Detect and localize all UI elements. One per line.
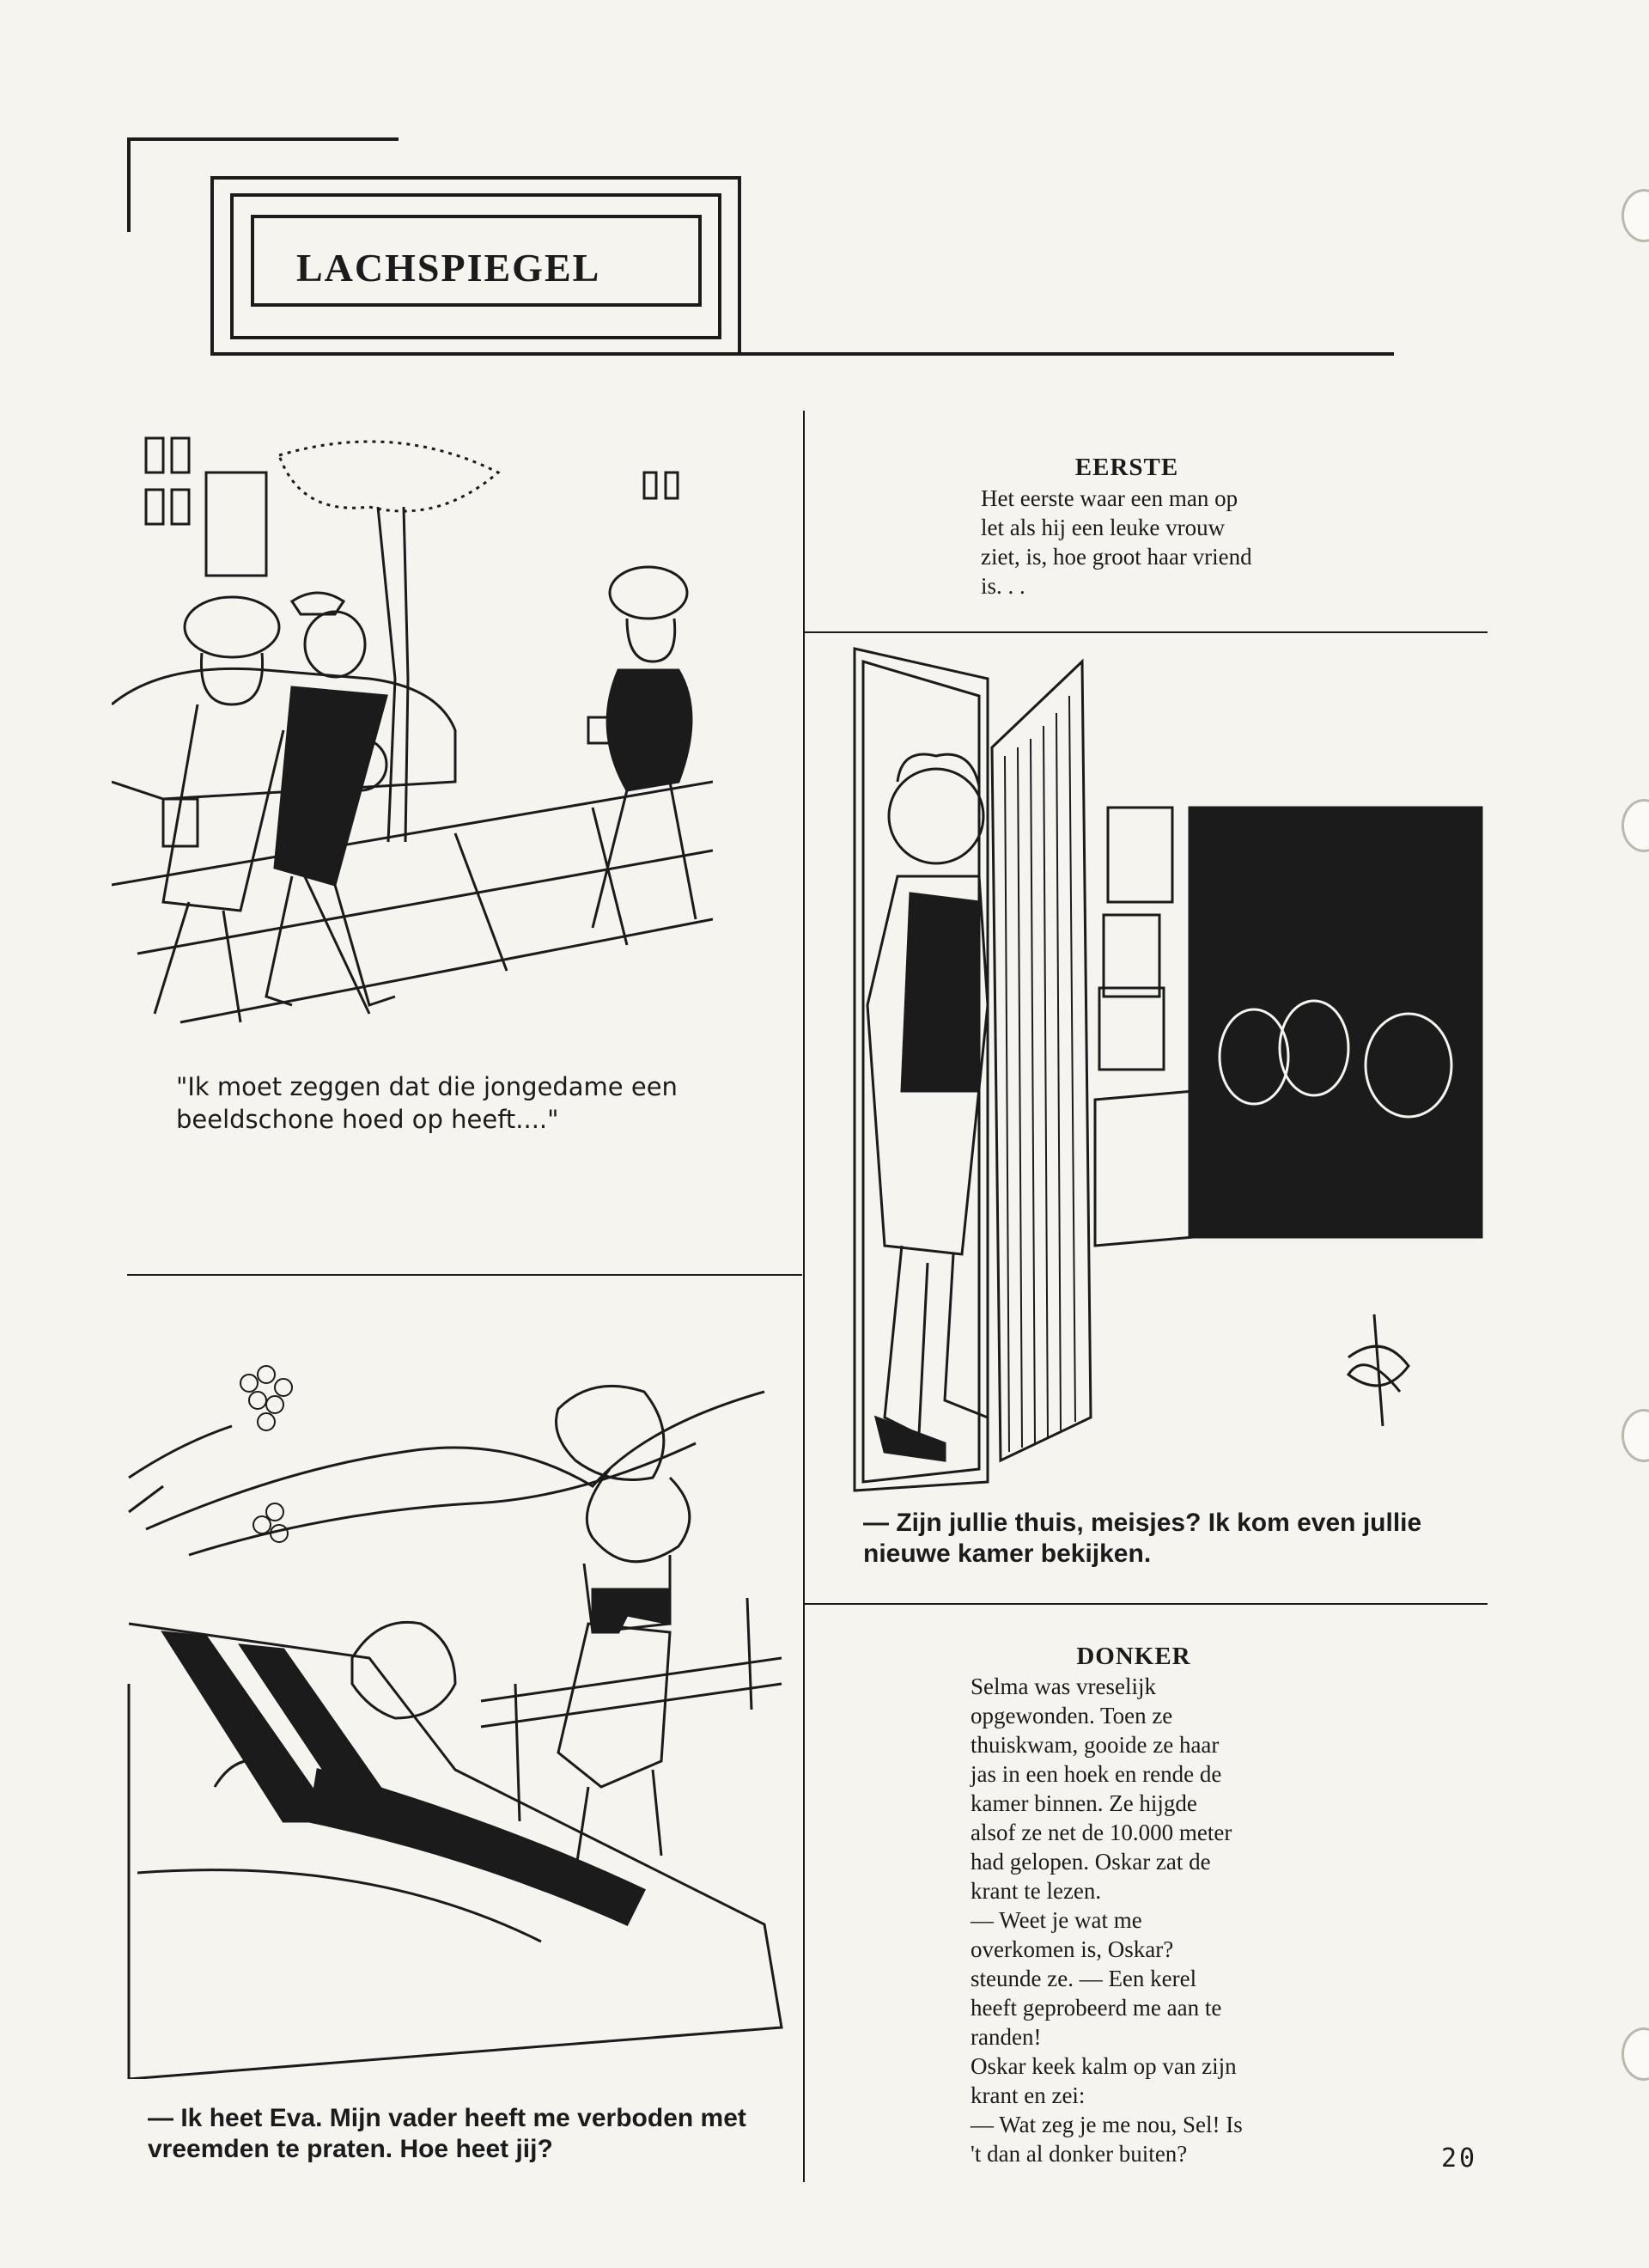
cartoon-hat-caption: "Ik moet zeggen dat die jongedame een beeldschone hoed op heeft...." bbox=[176, 1072, 678, 1134]
cartoon-hat-illustration bbox=[112, 421, 713, 1040]
cartoon-door-illustration bbox=[850, 644, 1490, 1499]
binder-hole bbox=[1622, 1409, 1649, 1462]
joke-eerste-heading: EERSTE bbox=[1074, 454, 1179, 481]
binder-hole bbox=[1622, 2027, 1649, 2081]
row-divider bbox=[805, 1603, 1488, 1605]
cartoon-car-caption: — Ik heet Eva. Mijn vader heeft me verboden met vreemden te praten. Hoe heet jij? bbox=[148, 2104, 746, 2163]
binder-hole bbox=[1622, 189, 1649, 242]
binder-hole bbox=[1622, 799, 1649, 852]
row-divider bbox=[805, 631, 1488, 633]
column-divider bbox=[803, 411, 805, 2182]
joke-donker-heading: DONKER bbox=[1076, 1643, 1191, 1670]
joke-eerste-body: Het eerste waar een man op let als hij een leuke vrouw ziet, is, hoe groot haar vriend is. . . bbox=[981, 485, 1252, 599]
page-title: LACHSPIEGEL bbox=[296, 246, 601, 290]
page-number: 20 bbox=[1441, 2143, 1478, 2174]
cartoon-car-illustration bbox=[112, 1340, 794, 2079]
row-divider bbox=[127, 1274, 802, 1276]
cartoon-door-caption: — Zijn jullie thuis, meisjes? Ik kom even jullie nieuwe kamer bekijken. bbox=[863, 1509, 1422, 1568]
joke-donker-body: Selma was vreselijk opgewonden. Toen ze thuiskwam, gooide ze haar jas in een hoek en rende de kamer binnen. Ze hijgde alsof ze net de 10.000 meter had gelopen. Oskar zat de krant te lezen. — Weet je wat me overkomen is, Oskar? steunde ze. — Een kerel heeft geprobeerd me aan te randen! Oskar keek kalm op van zijn krant en zei: — Wat zeg je me nou, Sel! Is 't dan al donker buiten? bbox=[971, 1674, 1243, 2167]
